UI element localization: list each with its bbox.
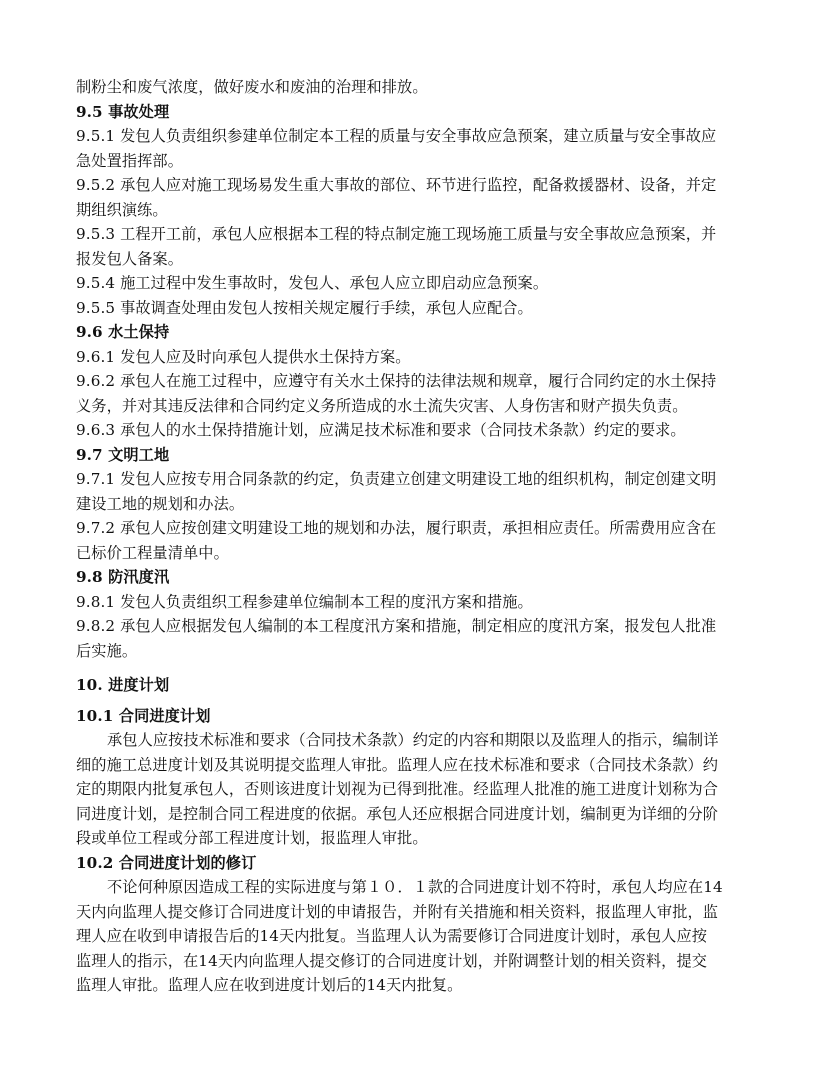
paragraph-10-1-line: 定的期限内批复承包人，否则该进度计划视为已得到批准。经监理人批准的施工进度计划称为合 xyxy=(76,780,719,798)
paragraph-10-1-line: 同进度计划，是控制合同工程进度的依据。承包人还应根据合同进度计划，编制更为详细的分阶 xyxy=(76,804,719,823)
chapter-heading-10: 10. 进度计划 xyxy=(76,676,170,694)
clause-9-7-1: 9.7.1 发包人应按专用合同条款的约定，负责建立创建文明建设工地的组织机构，制定创建文明 xyxy=(76,470,717,488)
paragraph-10-1-line: 承包人应按技术标准和要求（合同技术条款）约定的内容和期限以及监理人的指示，编制详 xyxy=(107,731,719,749)
clause-9-8-2-cont: 后实施。 xyxy=(76,641,138,660)
clause-9-5-1: 9.5.1 发包人负责组织参建单位制定本工程的质量与安全事故应急预案，建立质量与安全事故应 xyxy=(76,127,717,145)
paragraph-10-2-line: 理人应在收到申请报告后的14天内批复。当监理人认为需要修订合同进度计划时，承包人应按 xyxy=(76,927,708,945)
clause-9-6-2-cont: 义务，并对其违反法律和合同约定义务所造成的水土流失灾害、人身伤害和财产损失负责。 xyxy=(76,396,688,415)
section-heading-9-6: 9.6 水土保持 xyxy=(76,323,170,341)
clause-9-5-2-cont: 期组织演练。 xyxy=(76,200,168,219)
clause-9-5-2: 9.5.2 承包人应对施工现场易发生重大事故的部位、环节进行监控，配备救援器材、设备，并定 xyxy=(76,176,717,194)
clause-9-7-1-cont: 建设工地的规划和办法。 xyxy=(76,494,245,513)
clause-9-6-3: 9.6.3 承包人的水土保持措施计划，应满足技术标准和要求（合同技术条款）约定的要求。 xyxy=(76,421,686,439)
paragraph-10-2-line: 监理人审批。监理人应在收到进度计划后的14天内批复。 xyxy=(76,976,463,994)
paragraph-10-2-line: 不论何种原因造成工程的实际进度与第１０．１款的合同进度计划不符时，承包人均应在14 xyxy=(107,878,723,896)
clause-9-5-5: 9.5.5 事故调查处理由发包人按相关规定履行手续，承包人应配合。 xyxy=(76,298,533,317)
document-body xyxy=(76,75,766,998)
clause-9-8-1: 9.8.1 发包人负责组织工程参建单位编制本工程的度汛方案和措施。 xyxy=(76,592,533,611)
paragraph-10-1-line: 段或单位工程或分部工程进度计划，报监理人审批。 xyxy=(76,829,428,847)
section-heading-10-2: 10.2 合同进度计划的修订 xyxy=(76,853,257,872)
paragraph-10-2-line: 监理人的指示，在14天内向监理人提交修订的合同进度计划，并附调整计划的相关资料，提交 xyxy=(76,951,708,970)
clause-9-7-2: 9.7.2 承包人应按创建文明建设工地的规划和办法，履行职责，承担相应责任。所需费用应含在 xyxy=(76,519,717,537)
section-heading-10-1: 10.1 合同进度计划 xyxy=(76,706,211,725)
section-heading-9-8: 9.8 防汛度汛 xyxy=(76,568,170,586)
clause-9-5-3-cont: 报发包人备案。 xyxy=(76,249,184,268)
clause-9-5-3: 9.5.3 工程开工前，承包人应根据本工程的特点制定施工现场施工质量与安全事故应急预案，并 xyxy=(76,225,717,243)
clause-9-6-1: 9.6.1 发包人应及时向承包人提供水土保持方案。 xyxy=(76,347,411,366)
clause-9-5-1-cont: 急处置指挥部。 xyxy=(76,151,184,170)
clause-9-8-2: 9.8.2 承包人应根据发包人编制的本工程度汛方案和措施，制定相应的度汛方案，报发包人批准 xyxy=(76,617,717,635)
section-heading-9-5: 9.5 事故处理 xyxy=(76,102,170,121)
clause-9-5-4: 9.5.4 施工过程中发生事故时，发包人、承包人应立即启动应急预案。 xyxy=(76,274,549,292)
clause-9-6-2: 9.6.2 承包人在施工过程中，应遵守有关水土保持的法律法规和规章，履行合同约定的水土保持 xyxy=(76,372,717,390)
paragraph-line: 制粉尘和废气浓度，做好废水和废油的治理和排放。 xyxy=(76,78,428,96)
section-heading-9-7: 9.7 文明工地 xyxy=(76,445,170,464)
paragraph-10-1-line: 细的施工总进度计划及其说明提交监理人审批。监理人应在技术标准和要求（合同技术条款）约 xyxy=(76,755,719,774)
paragraph-10-2-line: 天内向监理人提交修订合同进度计划的申请报告，并附有关措施和相关资料，报监理人审批，监 xyxy=(76,902,719,921)
clause-9-7-2-cont: 已标价工程量清单中。 xyxy=(76,543,229,562)
